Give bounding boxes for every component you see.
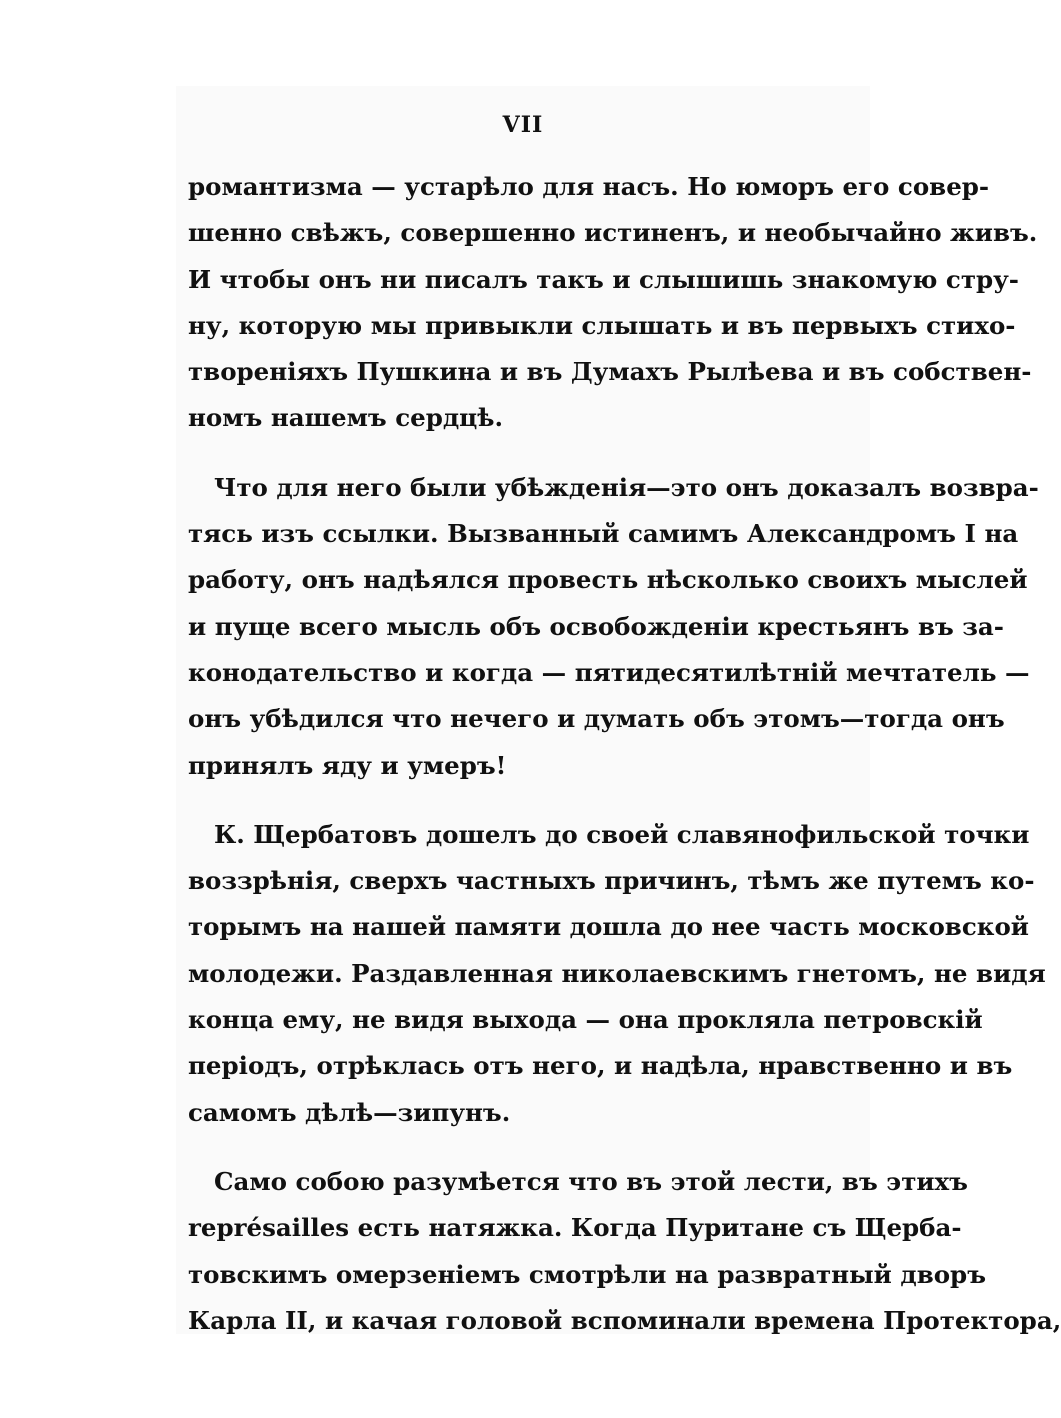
paragraph-4 — [188, 1159, 1061, 1344]
text-line: И чтобы онъ ни писалъ такъ и слышишь знакомую стру- — [188, 264, 1019, 294]
paragraph-1 — [188, 164, 1038, 442]
text-line: тясь изъ ссылки. Вызванный самимъ Александромъ I на — [188, 519, 1019, 549]
text-line: конца ему, не видя выхода — она прокляла петровскій — [188, 1005, 983, 1035]
text-line: Само собою разумѣется что въ этой лести, въ этихъ — [214, 1166, 968, 1196]
text-line: représailles есть натяжка. Когда Пуритане съ Щерба- — [188, 1213, 962, 1243]
text-line: самомъ дѣлѣ—зипунъ. — [188, 1097, 511, 1127]
text-line: воззрѣнія, сверхъ частныхъ причинъ, тѣмъ же путемъ ко- — [188, 866, 1035, 896]
text-line: и пуще всего мысль объ освобожденіи крестьянъ въ за- — [188, 611, 1004, 641]
paragraph-3 — [188, 812, 1046, 1136]
text-line: періодъ, отрѣклась отъ него, и надѣла, нравственно и въ — [188, 1051, 1013, 1081]
book-page — [176, 86, 1061, 1335]
text-line: ну, которую мы привыкли слышать и въ первыхъ стихо- — [188, 310, 1016, 340]
text-line: Что для него были убѣжденія—это онъ доказалъ возвра- — [214, 472, 1039, 502]
text-line: товскимъ омерзеніемъ смотрѣли на развратный дворъ — [188, 1259, 986, 1289]
text-line: К. Щербатовъ дошелъ до своей славянофильской точки — [214, 819, 1030, 849]
text-line: принялъ яду и умеръ! — [188, 750, 507, 780]
text-line: твореніяхъ Пушкина и въ Думахъ Рылѣева и въ собствен- — [188, 357, 1032, 387]
paragraph-2 — [188, 465, 1039, 789]
text-line: Карла II, и качая головой вспоминали времена Протектора, — [188, 1305, 1061, 1335]
text-line: шенно свѣжъ, совершенно истиненъ, и необычайно живъ. — [188, 218, 1038, 248]
text-line: работу, онъ надѣялся провесть нѣсколько своихъ мыслей — [188, 565, 1028, 595]
text-line: молодежи. Раздавленная николаевскимъ гнетомъ, не видя — [188, 958, 1046, 988]
text-line: номъ нашемъ сердцѣ. — [188, 403, 504, 433]
page-number: VII — [502, 112, 544, 138]
text-line: онъ убѣдился что нечего и думать объ этомъ—тогда онъ — [188, 704, 1005, 734]
text-line: конодательство и когда — пятидесятилѣтній мечтатель — — [188, 657, 1030, 687]
body-text — [188, 164, 1061, 1367]
text-line: торымъ на нашей памяти дошла до нее часть московской — [188, 912, 1029, 942]
text-line: романтизма — устарѣло для насъ. Но юморъ его совер- — [188, 172, 990, 201]
